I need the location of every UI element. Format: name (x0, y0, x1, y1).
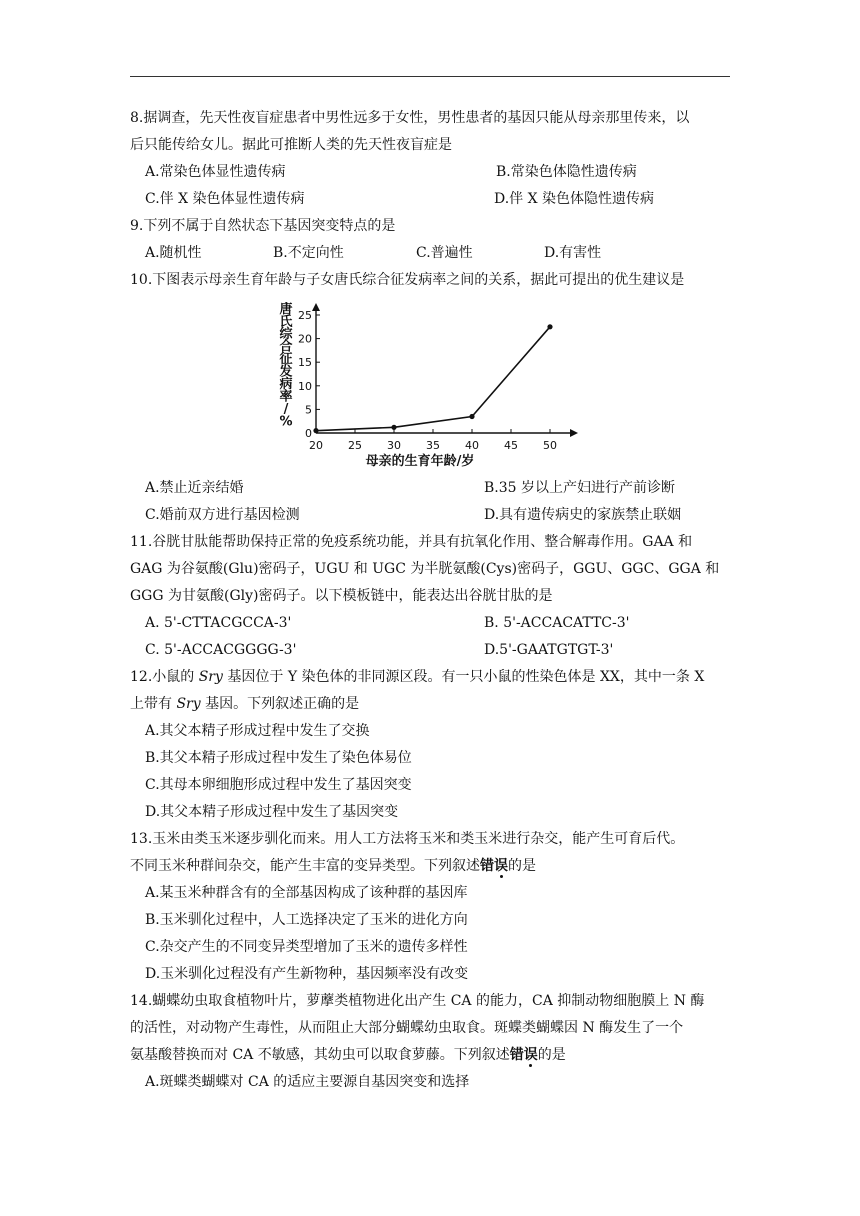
q12-option-d[interactable]: D.其父本精子形成过程中发生了基因突变 (145, 804, 399, 820)
chart-x-axis-label: 母亲的生育年龄/岁 (365, 454, 475, 469)
q12-option-c[interactable]: C.其母本卵细胞形成过程中发生了基因突变 (145, 777, 412, 793)
y-axis-label-char: 氏 (279, 314, 293, 330)
x-tick-label: 20 (309, 439, 323, 452)
q13-text-a: 不同玉米种群间杂交，能产生丰富的变异类型。下列叙述 (130, 858, 480, 874)
q12-text-d: 基因。下列叙述正确的是 (200, 696, 360, 712)
q13-text-b: 的是 (508, 858, 536, 874)
x-tick-label: 25 (348, 439, 362, 452)
y-axis-label-char: 综 (279, 327, 293, 342)
q11-stem-line3: GGG 为甘氨酸(Gly)密码子。以下模板链中，能表达出谷胱甘肽的是 (130, 588, 553, 604)
q12-gene-name-2: Sry (176, 696, 201, 712)
q12-stem-line2 (130, 694, 359, 714)
q14-stem-line3 (130, 1045, 566, 1065)
chart-y-ticks (298, 309, 320, 440)
y-axis-label-char: / (283, 402, 289, 417)
data-point (547, 324, 552, 329)
y-tick-label: 20 (298, 332, 312, 346)
y-axis-label-char: % (279, 414, 293, 430)
q14-stem-line2: 的活性，对动物产生毒性，从而阻止大部分蝴蝶幼虫取食。斑蝶类蝴蝶因 N 酶发生了一个 (130, 1020, 684, 1036)
q12-option-a[interactable]: A.其父本精子形成过程中发生了交换 (145, 723, 370, 739)
q10-option-b[interactable]: B.35 岁以上产妇进行产前诊断 (484, 480, 676, 496)
y-tick-label: 15 (298, 356, 312, 370)
data-point (469, 414, 474, 419)
q11-option-d[interactable]: D.5'-GAATGTGT-3' (484, 642, 614, 658)
y-axis-label-char: 合 (279, 339, 293, 355)
q12-gene-name: Sry (198, 669, 223, 685)
y-axis-label-char: 发 (279, 364, 293, 380)
q11-option-c[interactable]: C. 5'-ACCACGGGG-3' (145, 642, 297, 658)
q8-option-c[interactable]: C.伴 X 染色体显性遗传病 (145, 191, 305, 207)
q8-option-d[interactable]: D.伴 X 染色体隐性遗传病 (494, 191, 655, 207)
q13-stem-line1: 13.玉米由类玉米逐步驯化而来。用人工方法将玉米和类玉米进行杂交，能产生可育后代。 (130, 831, 685, 847)
q14-text-b: 的是 (537, 1047, 566, 1063)
x-axis-arrow (570, 429, 578, 437)
y-axis-label-char: 唐 (279, 302, 293, 317)
y-tick-label: 25 (298, 309, 312, 322)
q13-stem-line2 (130, 856, 536, 876)
q9-option-b[interactable]: B.不定向性 (273, 245, 344, 261)
q11-option-a[interactable]: A. 5'-CTTACGCCA-3' (145, 615, 292, 631)
chart-series (313, 324, 552, 433)
chart-y-axis-label (278, 302, 293, 430)
x-tick-label: 40 (465, 439, 479, 452)
series-line (316, 327, 550, 431)
q10-option-c[interactable]: C.婚前双方进行基因检测 (145, 507, 300, 523)
data-point (313, 428, 318, 433)
q12-text-b: 基因位于 Y 染色体的非同源区段。有一只小鼠的性染色体是 XX，其中一条 X (222, 669, 705, 685)
y-axis-arrow (312, 303, 320, 311)
q12-text-a: 12.小鼠的 (130, 669, 199, 685)
q8-option-a[interactable]: A.常染色体显性遗传病 (145, 164, 286, 180)
q13-option-c[interactable]: C.杂交产生的不同变异类型增加了玉米的遗传多样性 (145, 939, 468, 955)
data-point (391, 425, 396, 430)
q14-text-a: 氨基酸替换而对 CA 不敏感，其幼虫可以取食萝藤。下列叙述 (130, 1047, 510, 1063)
q8-option-b[interactable]: B.常染色体隐性遗传病 (496, 164, 637, 180)
y-tick-label: 5 (305, 403, 312, 417)
y-axis-label-char: 征 (279, 352, 293, 367)
y-axis-label-char: 病 (279, 377, 293, 392)
x-tick-label: 30 (387, 439, 401, 452)
q9-option-a[interactable]: A.随机性 (145, 245, 202, 261)
down-syndrome-chart (276, 302, 586, 470)
q14-stem-line1: 14.蝴蝶幼虫取食植物叶片，萝藦类植物进化出产生 CA 的能力，CA 抑制动物细胞膜上 N 酶 (130, 993, 705, 1009)
q14-emphasis-2: 误 (523, 1047, 538, 1063)
q11-stem-line2: GAG 为谷氨酸(Glu)密码子，UGU 和 UGC 为半胱氨酸(Cys)密码子，GGU、GGC、GGA 和 (130, 561, 720, 577)
q12-stem-line1 (130, 667, 704, 687)
q11-stem-line1: 11.谷胱甘肽能帮助保持正常的免疫系统功能，并具有抗氧化作用、整合解毒作用。GAA 和 (130, 534, 693, 550)
q13-emphasis-2: 误 (494, 858, 508, 874)
q12-text-c: 上带有 (130, 696, 177, 712)
y-tick-label: 0 (305, 427, 312, 440)
x-tick-label: 35 (426, 439, 440, 452)
q8-stem-line2: 后只能传给女儿。据此可推断人类的先天性夜盲症是 (130, 137, 452, 153)
q14-emphasis-1: 错 (509, 1047, 524, 1063)
q14-option-a[interactable]: A.斑蝶类蝴蝶对 CA 的适应主要源自基因突变和选择 (145, 1074, 470, 1090)
q10-option-d[interactable]: D.具有遗传病史的家族禁止联姻 (484, 507, 682, 523)
q13-option-b[interactable]: B.玉米驯化过程中，人工选择决定了玉米的进化方向 (145, 912, 468, 928)
header-rule (130, 76, 730, 77)
q10-stem: 10.下图表示母亲生育年龄与子女唐氏综合征发病率之间的关系，据此可提出的优生建议是 (130, 272, 685, 288)
q13-emphasis-1: 错 (480, 858, 494, 874)
q12-option-b[interactable]: B.其父本精子形成过程中发生了染色体易位 (145, 750, 412, 766)
x-tick-label: 45 (504, 439, 518, 452)
q9-option-c[interactable]: C.普遍性 (416, 245, 473, 261)
chart-axes (312, 303, 578, 437)
q11-option-b[interactable]: B. 5'-ACCACATTC-3' (484, 615, 630, 631)
q13-option-d[interactable]: D.玉米驯化过程没有产生新物种，基因频率没有改变 (145, 966, 469, 982)
q9-stem: 9.下列不属于自然状态下基因突变特点的是 (130, 218, 396, 234)
q13-option-a[interactable]: A.某玉米种群含有的全部基因构成了该种群的基因库 (145, 885, 468, 901)
y-tick-label: 10 (298, 379, 312, 393)
q8-stem-line1: 8.据调查，先天性夜盲症患者中男性远多于女性，男性患者的基因只能从母亲那里传来，以 (130, 110, 690, 126)
y-axis-label-char: 率 (279, 389, 293, 405)
q10-option-a[interactable]: A.禁止近亲结婚 (145, 480, 244, 496)
x-tick-label: 50 (543, 439, 557, 452)
q9-option-d[interactable]: D.有害性 (544, 245, 602, 261)
